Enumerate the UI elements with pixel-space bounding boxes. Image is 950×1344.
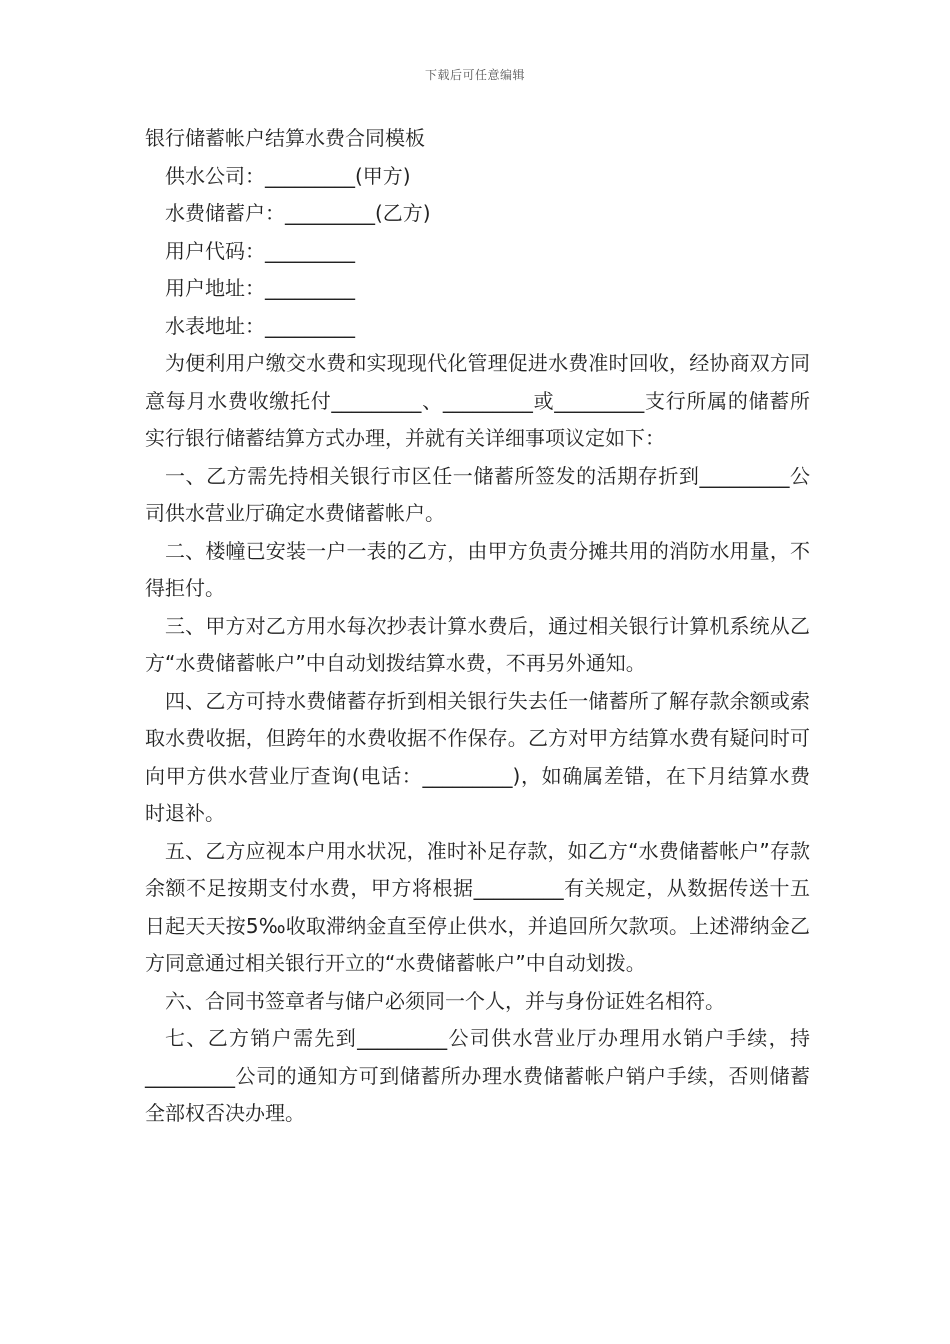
field-meter-address: 水表地址：_________	[165, 313, 355, 338]
document-title: 银行储蓄帐户结算水费合同模板	[145, 126, 425, 150]
paragraph-clause-1: 一、乙方需先持相关银行市区任一储蓄所签发的活期存折到_________公司供水营业厅确定水费储蓄帐户。	[145, 463, 810, 525]
paragraph-clause-3: 三、甲方对乙方用水每次抄表计算水费后，通过相关银行计算机系统从乙方“水费储蓄帐户”中自动划拨结算水费，不再另外通知。	[145, 613, 810, 675]
paragraph-clause-6: 六、合同书签章者与储户必须同一个人，并与身份证姓名相符。	[165, 988, 725, 1013]
paragraph-clause-2: 二、楼幢已安装一户一表的乙方，由甲方负责分摊共用的消防水用量，不得拒付。	[145, 538, 810, 600]
field-depositor: 水费储蓄户：_________(乙方)	[165, 201, 431, 225]
header-note: 下载后可任意编辑	[424, 68, 525, 82]
paragraph-clause-5: 五、乙方应视本户用水状况，准时补足存款，如乙方“水费储蓄帐户”存款余额不足按期支付水费，甲方将根据_________有关规定，从数据传送十五日起天天按5‰收取滞纳金直至停止供水，并追回所欠款项。上述滞纳金乙方同意通过相关银行开立的“水费储蓄帐户”中自动划拨。	[145, 838, 810, 975]
paragraph-clause-7: 七、乙方销户需先到_________公司供水营业厅办理用水销户手续，持_________公司的通知方可到储蓄所办理水费储蓄帐户销户手续，否则储蓄全部权否决办理。	[145, 1026, 810, 1125]
document-body	[145, 120, 810, 1133]
field-user-address: 用户地址：_________	[165, 276, 355, 300]
field-user-code: 用户代码：_________	[165, 238, 355, 263]
field-water-company: 供水公司：_________(甲方)	[165, 163, 411, 188]
paragraph-intro: 为便利用户缴交水费和实现现代化管理促进水费准时回收，经协商双方同意每月水费收缴托付_________、_________或_________支行所属的储蓄所实行银行储蓄结算方式办理，并就有关详细事项议定如下：	[145, 351, 810, 450]
paragraph-clause-4: 四、乙方可持水费储蓄存折到相关银行失去任一储蓄所了解存款余额或索取水费收据，但跨年的水费收据不作保存。乙方对甲方结算水费有疑问时可向甲方供水营业厅查询(电话：_________)，如确属差错，在下月结算水费时退补。	[145, 688, 810, 825]
